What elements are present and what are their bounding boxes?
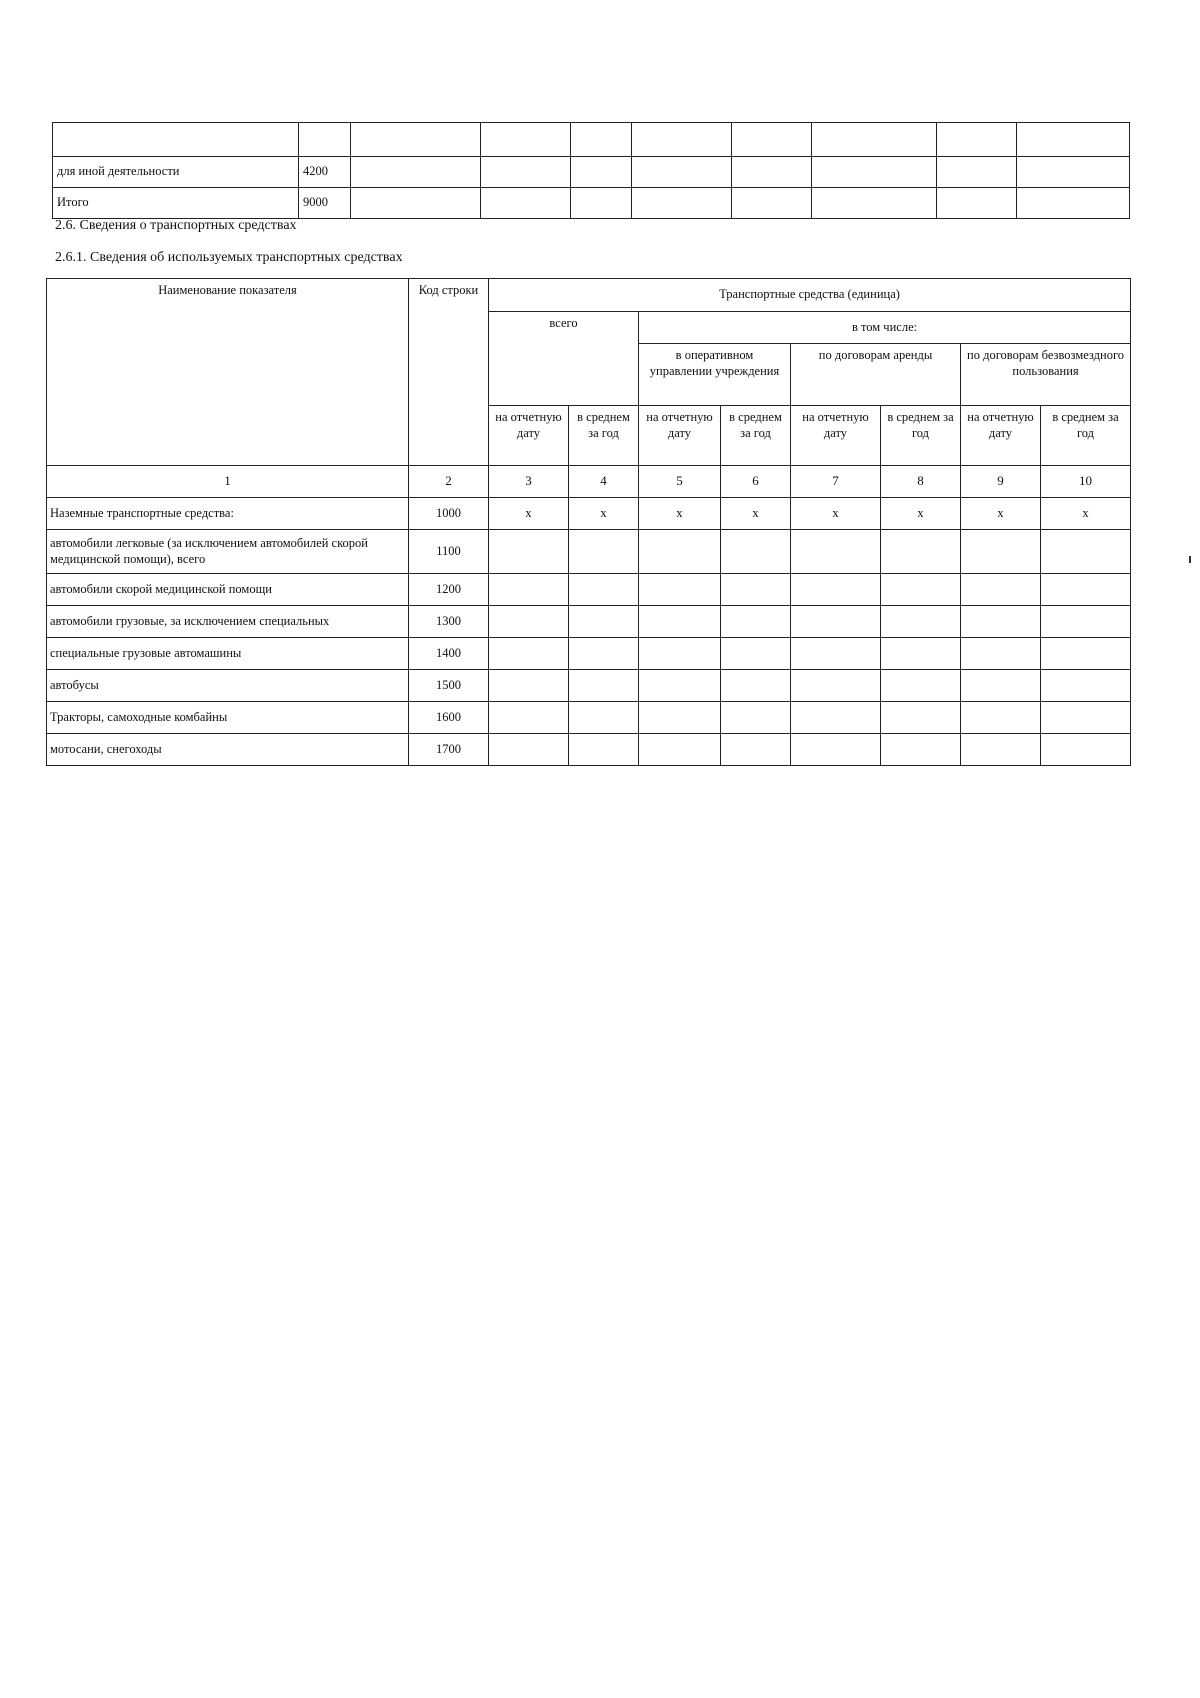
value-cell bbox=[721, 638, 791, 670]
table-cell bbox=[481, 123, 571, 157]
top-table bbox=[52, 122, 1130, 219]
table-row bbox=[47, 530, 1131, 574]
header-row bbox=[47, 279, 1131, 312]
table-cell bbox=[812, 123, 937, 157]
value-cell bbox=[1041, 670, 1131, 702]
header-average-per-year: в среднем за год bbox=[721, 406, 791, 466]
value-cell bbox=[489, 530, 569, 574]
value-cell: x bbox=[881, 498, 961, 530]
row-code: 4200 bbox=[299, 157, 351, 188]
value-cell bbox=[791, 638, 881, 670]
row-code: 1500 bbox=[409, 670, 489, 702]
table-cell bbox=[571, 188, 632, 219]
table-cell bbox=[812, 188, 937, 219]
table-cell bbox=[937, 188, 1017, 219]
row-name: Тракторы, самоходные комбайны bbox=[47, 702, 409, 734]
column-numbers-row bbox=[47, 466, 1131, 498]
row-name: Наземные транспортные средства: bbox=[47, 498, 409, 530]
column-number: 5 bbox=[639, 466, 721, 498]
table-cell bbox=[632, 157, 732, 188]
value-cell bbox=[961, 638, 1041, 670]
table-row bbox=[53, 188, 1130, 219]
header-on-reporting-date: на отчетную дату bbox=[791, 406, 881, 466]
table-row bbox=[47, 498, 1131, 530]
value-cell: x bbox=[1041, 498, 1131, 530]
value-cell bbox=[961, 606, 1041, 638]
value-cell bbox=[961, 530, 1041, 574]
table-cell bbox=[571, 123, 632, 157]
value-cell bbox=[489, 574, 569, 606]
value-cell bbox=[791, 606, 881, 638]
table-cell bbox=[632, 188, 732, 219]
row-name: автомобили скорой медицинской помощи bbox=[47, 574, 409, 606]
table-cell bbox=[351, 188, 481, 219]
value-cell: x bbox=[569, 498, 639, 530]
value-cell bbox=[721, 574, 791, 606]
vehicles-table bbox=[46, 278, 1131, 766]
table-row bbox=[47, 606, 1131, 638]
header-including: в том числе: bbox=[639, 312, 1131, 344]
header-free-use-agreements: по договорам безвозмездного пользования bbox=[961, 344, 1131, 406]
value-cell bbox=[791, 530, 881, 574]
header-operational-management: в оперативном управлении учреждения bbox=[639, 344, 791, 406]
value-cell: x bbox=[721, 498, 791, 530]
column-number: 4 bbox=[569, 466, 639, 498]
value-cell bbox=[791, 734, 881, 766]
value-cell bbox=[639, 606, 721, 638]
row-code: 1100 bbox=[409, 530, 489, 574]
value-cell bbox=[639, 702, 721, 734]
column-number: 3 bbox=[489, 466, 569, 498]
value-cell bbox=[961, 670, 1041, 702]
row-code: 1600 bbox=[409, 702, 489, 734]
value-cell bbox=[721, 606, 791, 638]
row-code: 1400 bbox=[409, 638, 489, 670]
value-cell bbox=[721, 670, 791, 702]
column-number: 8 bbox=[881, 466, 961, 498]
table-row bbox=[47, 638, 1131, 670]
value-cell bbox=[791, 702, 881, 734]
table-cell bbox=[351, 157, 481, 188]
header-vehicles-units: Транспортные средства (единица) bbox=[489, 279, 1131, 312]
row-name: для иной деятельности bbox=[53, 157, 299, 188]
row-code: 1000 bbox=[409, 498, 489, 530]
column-number: 9 bbox=[961, 466, 1041, 498]
value-cell bbox=[881, 530, 961, 574]
value-cell bbox=[569, 530, 639, 574]
value-cell bbox=[1041, 638, 1131, 670]
table-row bbox=[47, 670, 1131, 702]
value-cell: x bbox=[639, 498, 721, 530]
header-on-reporting-date: на отчетную дату bbox=[489, 406, 569, 466]
row-code: 9000 bbox=[299, 188, 351, 219]
row-code: 1700 bbox=[409, 734, 489, 766]
table-cell bbox=[481, 188, 571, 219]
table-cell bbox=[937, 157, 1017, 188]
value-cell bbox=[1041, 574, 1131, 606]
table-cell bbox=[1017, 123, 1130, 157]
row-code bbox=[299, 123, 351, 157]
value-cell bbox=[489, 638, 569, 670]
value-cell bbox=[639, 670, 721, 702]
value-cell bbox=[791, 670, 881, 702]
row-name: специальные грузовые автомашины bbox=[47, 638, 409, 670]
table-row bbox=[47, 734, 1131, 766]
table-cell bbox=[632, 123, 732, 157]
row-code: 1300 bbox=[409, 606, 489, 638]
value-cell bbox=[569, 638, 639, 670]
value-cell: x bbox=[961, 498, 1041, 530]
header-on-reporting-date: на отчетную дату bbox=[639, 406, 721, 466]
row-name bbox=[53, 123, 299, 157]
value-cell bbox=[639, 734, 721, 766]
table-cell bbox=[812, 157, 937, 188]
table-cell bbox=[351, 123, 481, 157]
column-number: 2 bbox=[409, 466, 489, 498]
row-name: автомобили легковые (за исключением автомобилей скорой медицинской помощи), всего bbox=[47, 530, 409, 574]
column-number: 1 bbox=[47, 466, 409, 498]
value-cell bbox=[489, 734, 569, 766]
table-cell bbox=[732, 157, 812, 188]
header-row-code: Код строки bbox=[409, 279, 489, 466]
table-row bbox=[47, 574, 1131, 606]
row-code: 1200 bbox=[409, 574, 489, 606]
value-cell bbox=[881, 606, 961, 638]
table-cell bbox=[732, 188, 812, 219]
value-cell bbox=[721, 734, 791, 766]
header-average-per-year: в среднем за год bbox=[569, 406, 639, 466]
value-cell bbox=[1041, 734, 1131, 766]
header-average-per-year: в среднем за год bbox=[881, 406, 961, 466]
value-cell bbox=[489, 702, 569, 734]
value-cell bbox=[569, 734, 639, 766]
value-cell bbox=[721, 702, 791, 734]
header-lease-agreements: по договорам аренды bbox=[791, 344, 961, 406]
row-name: Итого bbox=[53, 188, 299, 219]
value-cell bbox=[791, 574, 881, 606]
value-cell bbox=[569, 702, 639, 734]
section-heading-2-6: 2.6. Сведения о транспортных средствах bbox=[55, 218, 297, 233]
column-number: 10 bbox=[1041, 466, 1131, 498]
table-cell bbox=[732, 123, 812, 157]
margin-mark bbox=[1189, 556, 1191, 563]
value-cell bbox=[639, 530, 721, 574]
header-indicator-name: Наименование показателя bbox=[47, 279, 409, 466]
row-name: автомобили грузовые, за исключением специальных bbox=[47, 606, 409, 638]
header-average-per-year: в среднем за год bbox=[1041, 406, 1131, 466]
header-total: всего bbox=[489, 312, 639, 406]
value-cell bbox=[569, 670, 639, 702]
value-cell bbox=[881, 638, 961, 670]
table-row bbox=[53, 123, 1130, 157]
value-cell bbox=[639, 574, 721, 606]
table-row bbox=[47, 702, 1131, 734]
value-cell bbox=[569, 574, 639, 606]
table-cell bbox=[1017, 188, 1130, 219]
value-cell bbox=[881, 574, 961, 606]
table-cell bbox=[1017, 157, 1130, 188]
header-on-reporting-date: на отчетную дату bbox=[961, 406, 1041, 466]
value-cell bbox=[1041, 702, 1131, 734]
row-name: автобусы bbox=[47, 670, 409, 702]
value-cell bbox=[721, 530, 791, 574]
value-cell bbox=[961, 702, 1041, 734]
column-number: 7 bbox=[791, 466, 881, 498]
value-cell bbox=[881, 702, 961, 734]
section-heading-2-6-1: 2.6.1. Сведения об используемых транспортных средствах bbox=[55, 250, 403, 265]
table-cell bbox=[481, 157, 571, 188]
row-name: мотосани, снегоходы bbox=[47, 734, 409, 766]
value-cell bbox=[489, 670, 569, 702]
value-cell bbox=[1041, 530, 1131, 574]
value-cell bbox=[961, 734, 1041, 766]
table-cell bbox=[937, 123, 1017, 157]
table-cell bbox=[571, 157, 632, 188]
value-cell bbox=[881, 734, 961, 766]
column-number: 6 bbox=[721, 466, 791, 498]
value-cell bbox=[961, 574, 1041, 606]
value-cell bbox=[881, 670, 961, 702]
value-cell: x bbox=[489, 498, 569, 530]
value-cell bbox=[1041, 606, 1131, 638]
value-cell bbox=[569, 606, 639, 638]
value-cell bbox=[639, 638, 721, 670]
vehicle-rows bbox=[47, 498, 1131, 766]
value-cell: x bbox=[791, 498, 881, 530]
table-row bbox=[53, 157, 1130, 188]
value-cell bbox=[489, 606, 569, 638]
